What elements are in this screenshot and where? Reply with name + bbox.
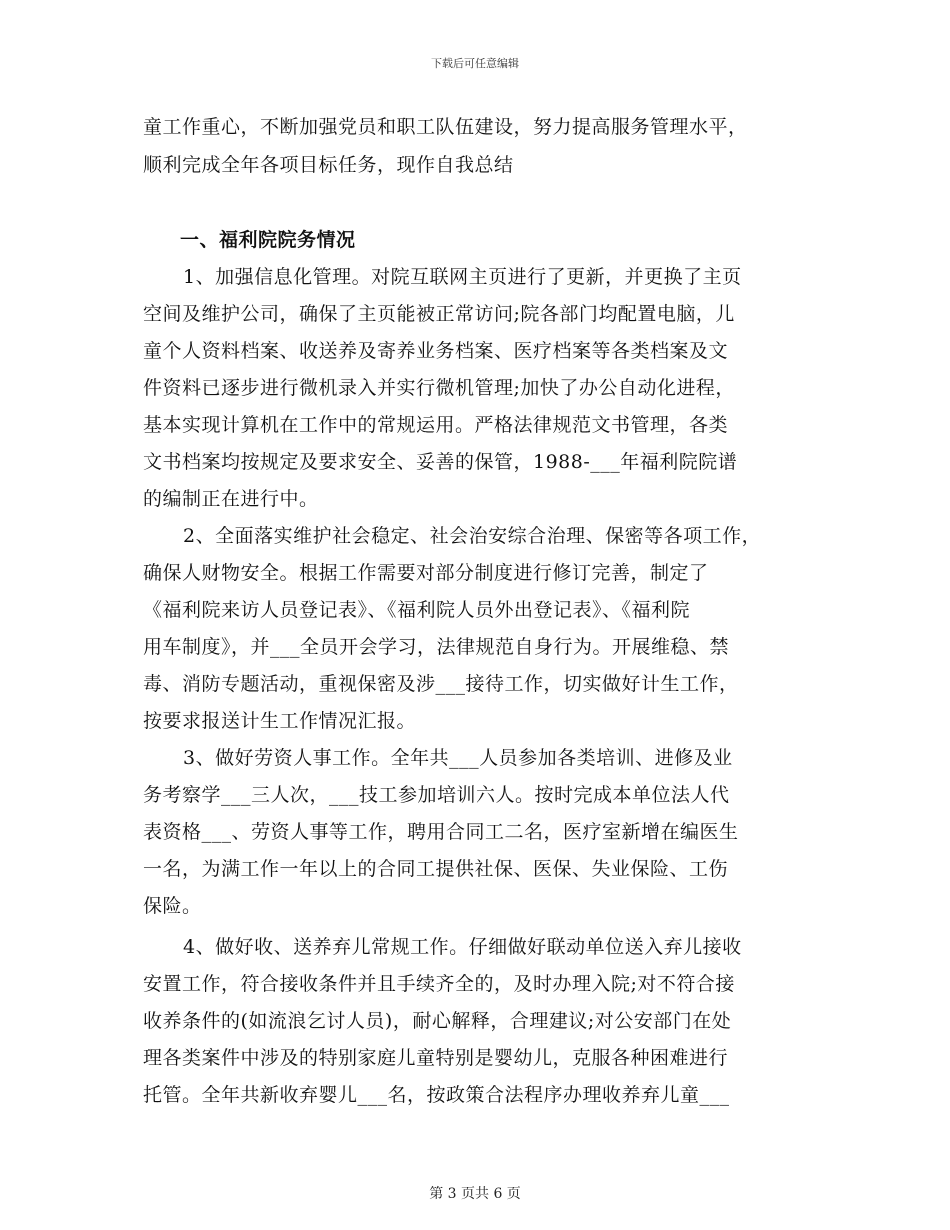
body-line: 一名，为满工作一年以上的合同工提供社保、医保、失业保险、工伤 <box>143 858 729 880</box>
body-line: 件资料已逐步进行微机录入并实行微机管理;加快了办公自动化进程， <box>143 377 735 399</box>
body-line: 确保人财物安全。根据工作需要对部分制度进行修订完善，制定了 <box>143 562 709 584</box>
page-header: 下载后可任意编辑 <box>431 57 519 70</box>
body-line: 托管。全年共新收弃婴儿___名，按政策合法程序办理收养弃儿童___ <box>143 1084 730 1106</box>
body-line: 用车制度》，并___全员开会学习，法律规范自身行为。开展维稳、禁 <box>143 636 730 658</box>
body-line: 表资格___、劳资人事等工作，聘用合同工二名，医疗室新增在编医生 <box>143 821 739 843</box>
paragraph-2-start: 2、全面落实维护社会稳定、社会治安综合治理、保密等各项工作， <box>183 525 762 547</box>
paragraph-1-start: 1、加强信息化管理。对院互联网主页进行了更新，并更换了主页 <box>183 266 742 288</box>
section-heading: 一、福利院院务情况 <box>180 229 356 251</box>
body-line: 顺利完成全年各项目标任务，现作自我总结 <box>143 154 514 176</box>
body-line: 务考察学___三人次，___技工参加培训六人。按时完成本单位法人代 <box>143 784 730 806</box>
body-line: 童工作重心，不断加强党员和职工队伍建设，努力提高服务管理水平， <box>143 116 748 138</box>
body-line: 理各类案件中涉及的特别家庭儿童特别是婴幼儿，克服各种困难进行 <box>143 1047 729 1069</box>
paragraph-3-start: 3、做好劳资人事工作。全年共___人员参加各类培训、进修及业 <box>183 747 733 769</box>
body-line: 基本实现计算机在工作中的常规运用。严格法律规范文书管理，各类 <box>143 414 729 436</box>
body-line: 文书档案均按规定及要求安全、妥善的保管，1988-___年福利院院谱 <box>143 451 738 473</box>
body-line: 的编制正在进行中。 <box>143 488 319 510</box>
body-line: 按要求报送计生工作情况汇报。 <box>143 710 417 732</box>
body-line: 空间及维护公司，确保了主页能被正常访问;院各部门均配置电脑，儿 <box>143 303 735 325</box>
body-line: 安置工作，符合接收条件并且手续齐全的，及时办理入院;对不符合接 <box>143 973 735 995</box>
body-line: 《福利院来访人员登记表》、《福利院人员外出登记表》、《福利院 <box>143 599 691 621</box>
page-number: 第 3 页共 6 页 <box>429 1186 521 1202</box>
body-line: 收养条件的(如流浪乞讨人员)，耐心解释，合理建议;对公安部门在处 <box>143 1010 732 1032</box>
body-line: 保险。 <box>143 895 202 917</box>
paragraph-4-start: 4、做好收、送养弃儿常规工作。仔细做好联动单位送入弃儿接收 <box>183 936 742 958</box>
body-line: 毒、消防专题活动，重视保密及涉___接待工作，切实做好计生工作， <box>143 673 739 695</box>
body-line: 童个人资料档案、收送养及寄养业务档案、医疗档案等各类档案及文 <box>143 340 729 362</box>
